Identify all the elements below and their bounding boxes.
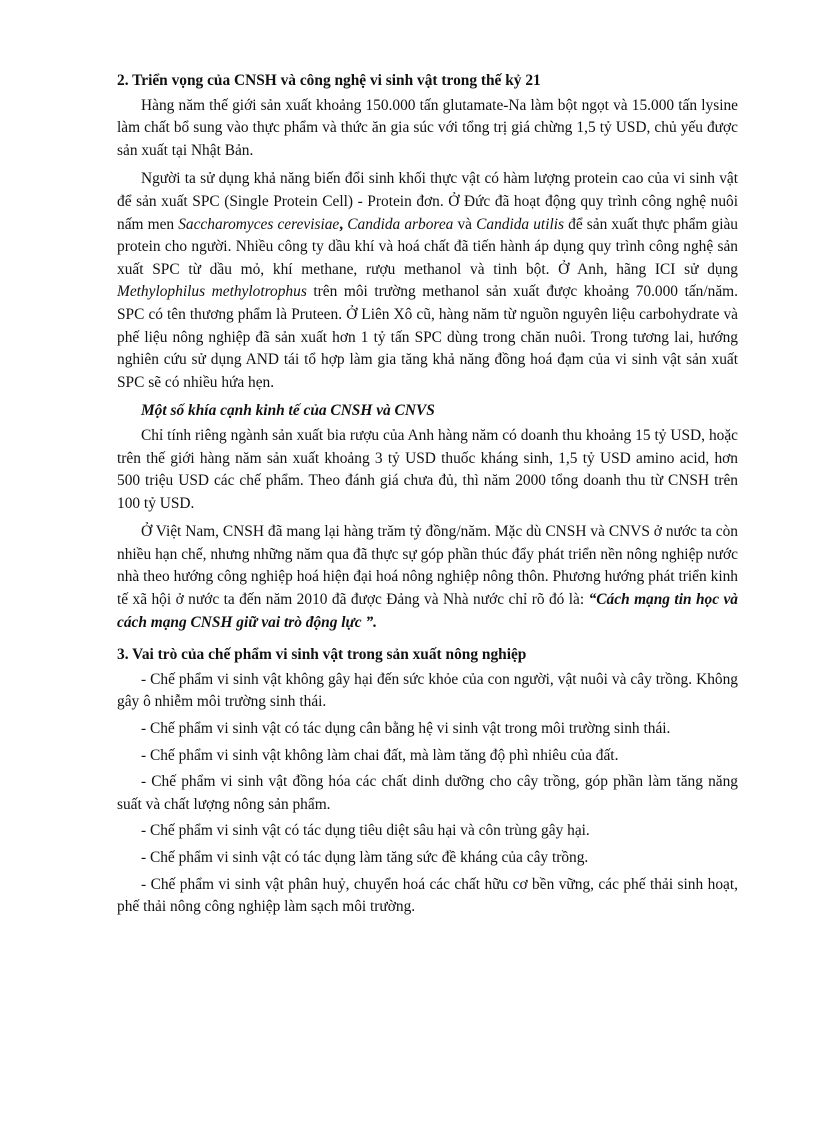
p2-text-d: để sản xuất thực phẩm giàu protein cho người. Nhiều công ty dầu khí và hoá chất đã tiến hành áp dụng quy trình công nghệ sản xuất SPC từ dầu mỏ, khí methane, rượu methanol và tinh bột. Ở Anh, hãng ICI sử dụng <box>117 215 739 278</box>
list-item: - Chế phẩm vi sinh vật có tác dụng tiêu diệt sâu hại và côn trùng gây hại. <box>141 822 590 840</box>
section-2-heading: 2. Triển vọng của CNSH và công nghệ vi sinh vật trong thế kỷ 21 <box>117 72 541 89</box>
p2-text-e: trên môi trường methanol sản xuất được khoảng 70.000 tấn/năm. SPC có tên thương phẩm là Pruteen. Ở Liên Xô cũ, hàng năm từ nguồn nguyên liệu carbohydrate và phế liệu nông nghiệp đã sản xuất hơn 1 tỷ tấn SPC dùng trong chăn nuôi. Trong tương lai, hướng nghiên cứu sử dụng AND tái tổ hợp làm gia tăng khả năng đồng hoá đạm của vi sinh vật sản xuất SPC sẽ có nhiều hứa hẹn. <box>117 283 738 391</box>
section-2-paragraph-2 <box>117 168 738 394</box>
list-item: - Chế phẩm vi sinh vật đồng hóa các chất dinh dưỡng cho cây trồng, góp phần làm tăng năng suất và chất lượng nông sản phẩm. <box>117 773 738 813</box>
p2-text-c: và <box>453 215 477 233</box>
section-2-paragraph-1: Hàng năm thế giới sản xuất khoảng 150.000 tấn glutamate-Na làm bột ngọt và 15.000 tấn lysine làm chất bổ sung vào thực phẩm và thức ăn gia súc với tổng trị giá chừng 1,5 tỷ USD, chủ yếu được sản xuất tại Nhật Bản. <box>117 96 738 159</box>
list-item: - Chế phẩm vi sinh vật phân huỷ, chuyển hoá các chất hữu cơ bền vững, các phế thải sinh hoạt, phế thải nông công nghiệp làm sạch môi trường. <box>117 875 738 916</box>
p2-text-a: Người ta sử dụng khả năng biến đổi sinh khối thực vật có hàm lượng protein cao của vi sinh vật để sản xuất SPC (Single Protein Cell) - Protein đơn. Ở Đức đã hoạt động quy trình công nghệ nuôi nấm men <box>117 170 738 233</box>
p4-text: Ở Việt Nam, CNSH đã mang lại hàng trăm tỷ đồng/năm. Mặc dù CNSH và CNVS ở nước ta còn nhiều hạn chế, nhưng những năm qua đã thực sự góp phần thúc đẩy phát triển nền nông nghiệp nước nhà theo hướng công nghiệp hoá hiện đại hoá nông nghiệp nông thôn. Phương hướng phát triển kinh tế xã hội ở nước ta đến năm 2010 đã được Đảng và Nhà nước chỉ rõ đó là: <box>117 523 738 609</box>
economic-aspects-subheading: Một số khía cạnh kinh tế của CNSH và CNVS <box>141 402 435 420</box>
list-item: - Chế phẩm vi sinh vật có tác dụng làm tăng sức đề kháng của cây trồng. <box>141 849 589 866</box>
species-candida-utilis: Candida utilis <box>476 215 565 233</box>
list-item: - Chế phẩm vi sinh vật không làm chai đất, mà làm tăng độ phì nhiêu của đất. <box>141 746 619 764</box>
p4-quote: “Cách mạng tin học và cách mạng CNSH giữ vai trò động lực ”. <box>117 591 738 631</box>
section-3-heading: 3. Vai trò của chế phẩm vi sinh vật trong sản xuất nông nghiệp <box>117 646 527 664</box>
species-saccharomyces: Saccharomyces cerevisiae <box>178 215 340 233</box>
species-candida-arborea: Candida arborea <box>347 215 454 233</box>
list-item: - Chế phẩm vi sinh vật có tác dụng cân bằng hệ vi sinh vật trong môi trường sinh thái. <box>141 720 671 738</box>
section-2-paragraph-4 <box>117 521 738 634</box>
list-item: - Chế phẩm vi sinh vật không gây hại đến sức khỏe của con người, vật nuôi và cây trồng. Không gây ô nhiễm môi trường sinh thái. <box>117 670 738 711</box>
section-2-paragraph-3: Chỉ tính riêng ngành sản xuất bia rượu của Anh hàng năm có doanh thu khoảng 15 tỷ USD, hoặc trên thế giới hàng năm sản xuất khoảng 3 tỷ USD thuốc kháng sinh, 1,5 tỷ USD amino acid, hơn 500 triệu USD các chế phẩm. Theo đánh giá chưa đủ, thì năm 2000 tổng doanh thu từ CNSH trên 100 tỷ USD. <box>117 426 738 512</box>
p2-text-b: , <box>339 215 348 233</box>
document-page <box>117 70 738 923</box>
species-methylophilus: Methylophilus methylotrophus <box>117 283 307 301</box>
